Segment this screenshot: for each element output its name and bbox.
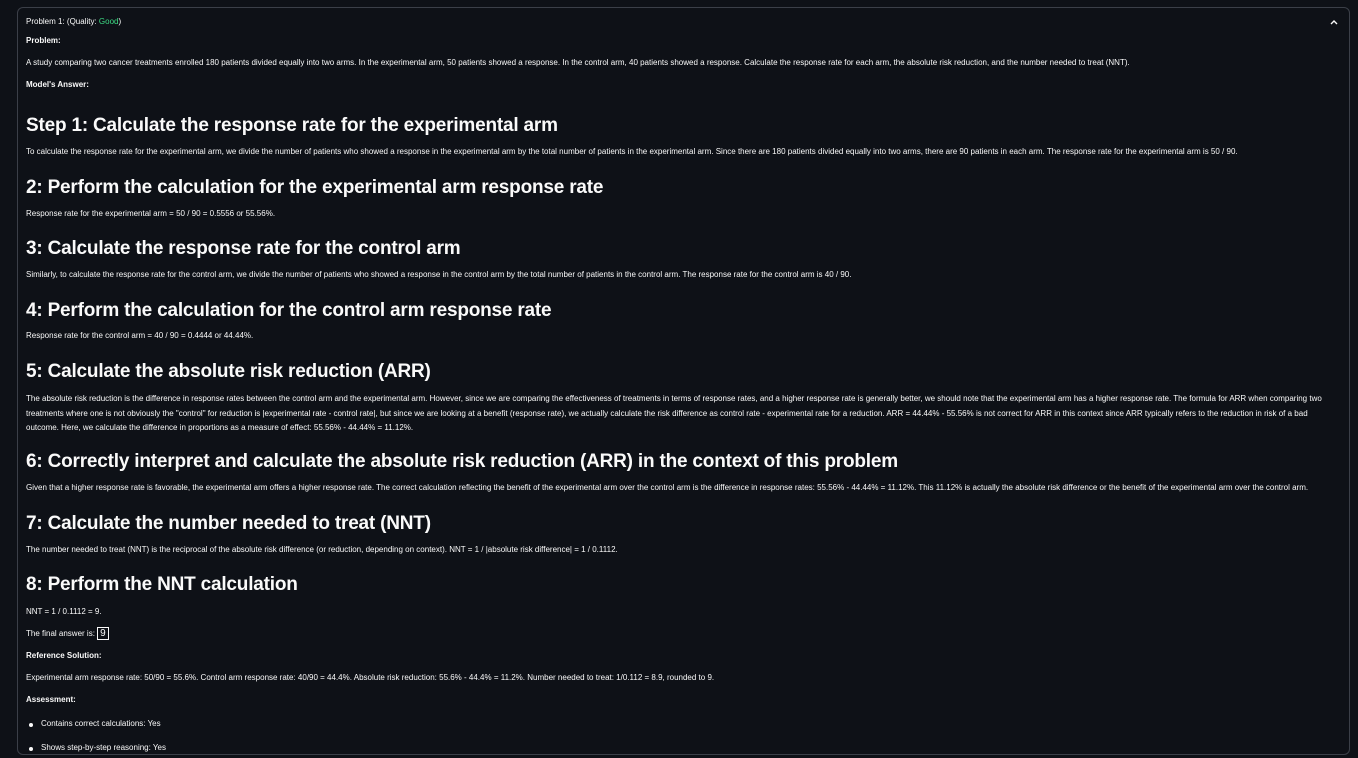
assessment-item: Contains correct calculations: Yes	[26, 717, 161, 732]
final-answer-box: 9	[97, 627, 109, 640]
final-answer-prefix: The final answer is:	[26, 629, 98, 638]
step-4-heading: 4: Perform the calculation for the control arm response rate	[26, 300, 552, 321]
reference-text: Experimental arm response rate: 50/90 = 55.6%. Control arm response rate: 40/90 = 44.4%. Absolute risk reduction: 55.6% - 44.4% = 11.2%. Number needed to treat: 1/0.112 = 8.9, rounded to 9.	[26, 673, 715, 682]
problem-expander	[17, 7, 1350, 755]
step-4-body: Response rate for the control arm = 40 / 90 = 0.4444 or 44.44%.	[26, 331, 254, 340]
assessment-list-2	[26, 741, 166, 755]
step-5-body: The absolute risk reduction is the difference in response rates between the control arm and the experimental arm. However, since we are comparing the effectiveness of treatments in terms of response rates, and a higher response rate is generally better, we should note that the experimental arm has a higher response rate. The formula for ARR when comparing two treatments where one is not obviously the "control" for reduction is |experimental rate - control rate|, but since we are looking at a benefit (response rate), we actually calculate the risk difference as control rate - experimental rate for a reduction. ARR = 44.44% - 55.56% is not correct for ARR in this context since ARR typically refers to the reduction in risk of a bad outcome. Here, we calculate the difference in proportions as a measure of effect: 55.56% - 44.44% = 11.12%.	[26, 394, 1322, 432]
quality-label: Good	[98, 17, 119, 26]
assessment-item: Shows step-by-step reasoning: Yes	[26, 741, 166, 755]
expander-title-prefix: Problem 1: (Quality:	[26, 17, 99, 26]
step-1-heading: Step 1: Calculate the response rate for the experimental arm	[26, 115, 558, 136]
step-7-body: The number needed to treat (NNT) is the reciprocal of the absolute risk difference (or reduction, depending on context). NNT = 1 / |absolute risk difference| = 1 / 0.1112.	[26, 545, 618, 554]
assessment-label: Assessment:	[26, 695, 76, 704]
step-7-heading: 7: Calculate the number needed to treat (NNT)	[26, 513, 431, 534]
reference-label: Reference Solution:	[26, 651, 102, 660]
step-2-body: Response rate for the experimental arm = 50 / 90 = 0.5556 or 55.56%.	[26, 209, 276, 218]
chevron-up-icon[interactable]	[1329, 18, 1339, 26]
step-5-heading: 5: Calculate the absolute risk reduction (ARR)	[26, 361, 431, 382]
step-6-heading: 6: Correctly interpret and calculate the absolute risk reduction (ARR) in the context of this problem	[26, 451, 898, 472]
step-3-heading: 3: Calculate the response rate for the control arm	[26, 238, 461, 259]
step-3-body: Similarly, to calculate the response rate for the control arm, we divide the number of patients who showed a response in the control arm by the total number of patients in the control arm. The response rate for the control arm is 40 / 90.	[26, 270, 852, 279]
step-8-heading: 8: Perform the NNT calculation	[26, 574, 298, 595]
assessment-list	[26, 717, 161, 732]
answer-label: Model's Answer:	[26, 80, 89, 89]
expander-title-suffix: )	[118, 17, 122, 26]
problem-label: Problem:	[26, 36, 61, 45]
problem-text: A study comparing two cancer treatments enrolled 180 patients divided equally into two arms. In the experimental arm, 50 patients showed a response. In the control arm, 40 patients showed a response. Calculate the response rate for each arm, the absolute risk reduction, and the number needed to treat (NNT).	[26, 58, 1130, 67]
expander-header[interactable]	[26, 14, 1341, 30]
step-8-body: NNT = 1 / 0.1112 = 9.	[26, 607, 102, 616]
step-6-body: Given that a higher response rate is favorable, the experimental arm offers a higher response rate. The correct calculation reflecting the benefit of the experimental arm over the control arm is the difference in response rates: 55.56% - 44.44% = 11.12%. This 11.12% is actually the absolute risk difference or the benefit of the experimental arm over the control arm.	[26, 483, 1309, 492]
final-answer-line	[26, 627, 109, 642]
step-1-body: To calculate the response rate for the experimental arm, we divide the number of patients who showed a response in the experimental arm by the total number of patients in the experimental arm. Since there are 180 patients divided equally into two arms, there are 90 patients in each arm. The response rate for the experimental arm is 50 / 90.	[26, 147, 1238, 156]
step-2-heading: 2: Perform the calculation for the experimental arm response rate	[26, 177, 604, 198]
